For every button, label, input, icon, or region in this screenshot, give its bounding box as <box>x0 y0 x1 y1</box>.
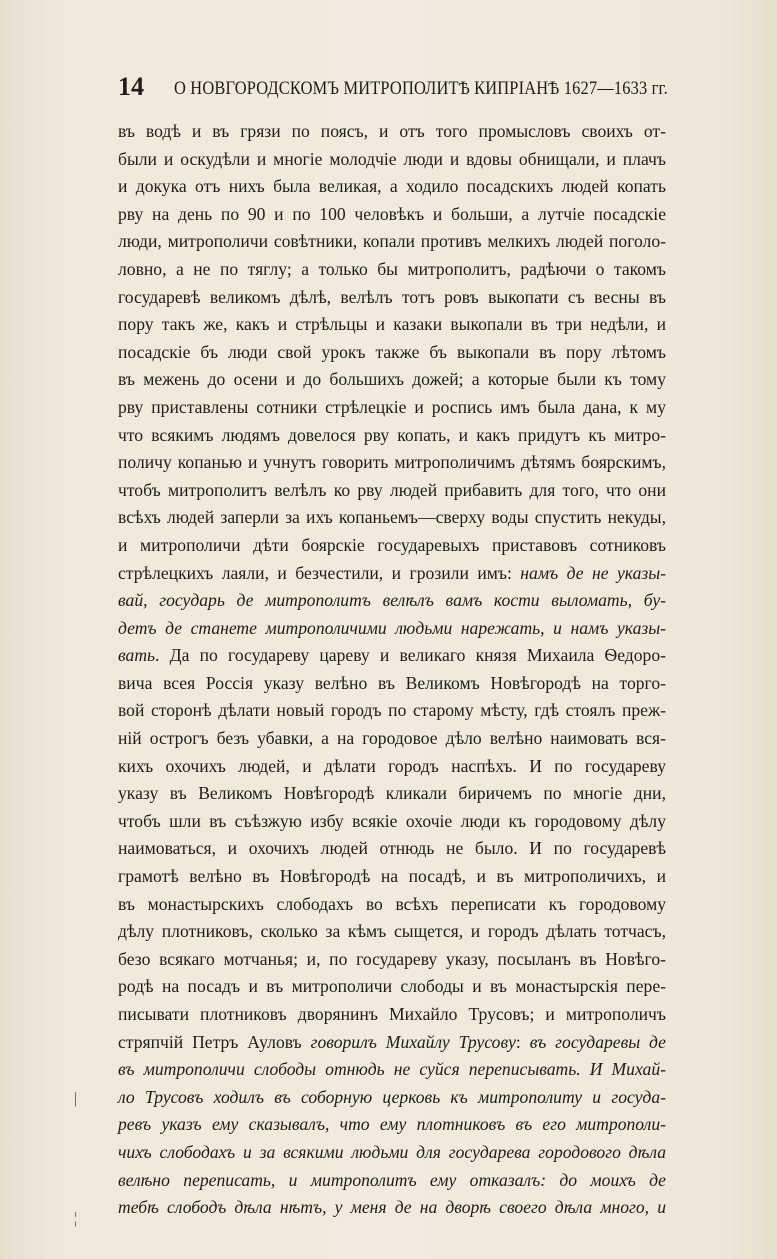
text-line <box>118 1084 666 1112</box>
italic-quote-segment: вай, государь де митрополитъ велѣлъ вамъ кости выломать, бу- <box>118 590 666 611</box>
margin-mark: ¦ <box>74 1210 78 1227</box>
text-segment: посадскіе бъ люди свой урокъ также бъ выкопали въ пору лѣтомъ <box>118 341 666 362</box>
text-line <box>118 477 666 505</box>
text-segment: : <box>515 1031 530 1052</box>
text-line <box>118 173 666 201</box>
text-line <box>118 366 666 394</box>
text-segment: кихъ охочихъ людей, и дѣлати городъ наспѣхъ. И по государеву <box>118 755 666 776</box>
text-line <box>118 118 666 146</box>
text-line <box>118 1194 666 1222</box>
body-text <box>118 118 666 1222</box>
italic-quote-segment: детъ де станете митрополичими людьми нарежать, и намъ указы- <box>118 617 666 638</box>
text-line <box>118 560 666 588</box>
text-segment: родѣ на посадъ и въ митрополичи слободы и въ монастырскія пере- <box>118 976 666 997</box>
text-line <box>118 670 666 698</box>
text-line <box>118 1056 666 1084</box>
text-line <box>118 394 666 422</box>
text-line <box>118 863 666 891</box>
text-line <box>118 1167 666 1195</box>
text-segment: въ монастырскихъ слободахъ во всѣхъ переписати къ городовому <box>118 893 666 914</box>
text-segment: указу въ Великомъ Новѣгородѣ кликали биричемъ по многіе дни, <box>118 783 666 804</box>
text-segment: въ межень до осени и до большихъ дожей; а которые были къ тому <box>118 369 666 390</box>
italic-quote-segment: тебѣ слободъ дѣла нѣтъ, у меня де на дворѣ своего дѣла много, и <box>118 1197 666 1218</box>
text-segment: поличу копанью и учнутъ говорить митрополичимъ дѣтямъ боярскимъ, <box>118 452 666 473</box>
italic-quote-segment: ло Трусовъ ходилъ въ соборную церковь къ митрополиту и госуда- <box>118 1086 666 1107</box>
text-segment: рву приставлены сотники стрѣлецкіе и роспись имъ была дана, к му <box>118 396 666 417</box>
text-segment: были и оскудѣли и многіе молодчіе люди и вдовы обнищали, и плачъ <box>118 148 666 169</box>
text-segment: вой сторонѣ дѣлати новый городъ по старому мѣсту, гдѣ стоялъ преж- <box>118 700 666 721</box>
text-line <box>118 1029 666 1057</box>
text-segment: вича всея Россія указу велѣно въ Великомъ Новѣгородѣ на торго- <box>118 672 666 693</box>
text-segment: чтобъ шли въ съѣзжую избу всякіе охочіе люди къ городовому дѣлу <box>118 810 666 831</box>
text-line <box>118 642 666 670</box>
text-line <box>118 311 666 339</box>
page-header <box>118 70 668 104</box>
text-line <box>118 615 666 643</box>
text-segment: пору такъ же, какъ и стрѣльцы и казаки выкопали въ три недѣли, и <box>118 314 666 335</box>
text-line <box>118 449 666 477</box>
italic-quote-segment: намъ де не указы- <box>520 562 667 583</box>
text-line <box>118 780 666 808</box>
text-line <box>118 228 666 256</box>
italic-quote-segment: чихъ слободахъ и за всякими людьми для государева городового дѣла <box>118 1141 666 1162</box>
text-line <box>118 946 666 974</box>
text-segment: дѣлу плотниковъ, сколько за кѣмъ сыщется, и городъ дѣлать тотчасъ, <box>118 921 666 942</box>
text-line <box>118 1001 666 1029</box>
text-line <box>118 587 666 615</box>
margin-mark: | <box>74 1090 78 1107</box>
text-segment: и докука отъ нихъ была великая, а ходило посадскихъ людей копать <box>118 176 666 197</box>
italic-quote-segment: велѣно переписать, и митрополитъ ему отказалъ: до моихъ де <box>118 1169 666 1190</box>
text-line <box>118 146 666 174</box>
text-line <box>118 725 666 753</box>
text-segment: ловно, а не по тяглу; а только бы митрополитъ, радѣючи о такомъ <box>118 258 666 279</box>
text-segment: стрѣлецкихъ лаяли, и безчестили, и грозили имъ: <box>118 562 521 583</box>
text-line <box>118 532 666 560</box>
text-line <box>118 753 666 781</box>
text-line <box>118 891 666 919</box>
text-line <box>118 973 666 1001</box>
text-segment: въ водѣ и въ грязи по поясъ, и отъ того промысловъ своихъ от- <box>118 121 666 141</box>
text-segment: безо всякаго мотчанья; и, по государеву указу, посыланъ въ Новѣго- <box>118 948 666 969</box>
italic-quote-segment: въ митрополичи слободы отнюдь не суйся переписывать. И Михай- <box>118 1059 666 1080</box>
text-line <box>118 1111 666 1139</box>
text-line <box>118 918 666 946</box>
text-segment: чтобъ митрополитъ велѣлъ ко рву людей прибавить для того, что они <box>118 479 666 500</box>
italic-quote-segment: говорилъ Михайлу Трусову <box>310 1031 516 1052</box>
italic-quote-segment: вать <box>118 645 156 666</box>
text-segment: что всякимъ людямъ довелося рву копать, и какъ придутъ къ митро- <box>118 424 666 445</box>
text-segment: государевѣ великомъ дѣлѣ, велѣлъ тотъ ровъ выкопати съ весны въ <box>118 286 666 307</box>
text-line <box>118 256 666 284</box>
text-segment: . Да по государеву цареву и великаго князя Михаила Ѳедоро- <box>155 645 666 666</box>
italic-quote-segment: ревъ указъ ему сказывалъ, что ему плотниковъ въ его митрополи- <box>118 1114 666 1135</box>
text-line <box>118 339 666 367</box>
text-line <box>118 1139 666 1167</box>
text-line <box>118 201 666 229</box>
running-title: О НОВГОРОДСКОМЪ МИТРОПОЛИТѢ КИПРІАНѢ 1627—1633 гг. <box>174 78 668 99</box>
text-line <box>118 422 666 450</box>
text-segment: стряпчій Петръ Ауловъ <box>118 1031 311 1052</box>
text-segment: грамотѣ велѣно въ Новѣгородѣ на посадѣ, и въ митрополичихъ, и <box>118 866 666 887</box>
text-segment: наимоваться, и охочихъ людей отнюдь не было. И по государевѣ <box>118 838 666 859</box>
text-line <box>118 504 666 532</box>
text-segment: и митрополичи дѣти боярскіе государевыхъ приставовъ сотниковъ <box>118 534 666 555</box>
text-line <box>118 697 666 725</box>
page-number: 14 <box>118 72 144 101</box>
text-segment: ній острогъ безъ убавки, а на городовое дѣло велѣно наимовать вся- <box>118 728 666 749</box>
italic-quote-segment: въ государевы де <box>529 1031 666 1052</box>
text-segment: люди, митрополичи совѣтники, копали противъ мелкихъ людей поголо- <box>118 231 666 252</box>
text-segment: писывати плотниковъ дворянинъ Михайло Трусовъ; и митрополичъ <box>118 1004 666 1024</box>
text-line <box>118 835 666 863</box>
text-line <box>118 284 666 312</box>
text-segment: всѣхъ людей заперли за ихъ копаньемъ—сверху воды спустить некуды, <box>118 507 666 528</box>
text-segment: рву на день по 90 и по 100 человѣкъ и больши, а лутчіе посадскіе <box>118 203 666 224</box>
text-line <box>118 808 666 836</box>
